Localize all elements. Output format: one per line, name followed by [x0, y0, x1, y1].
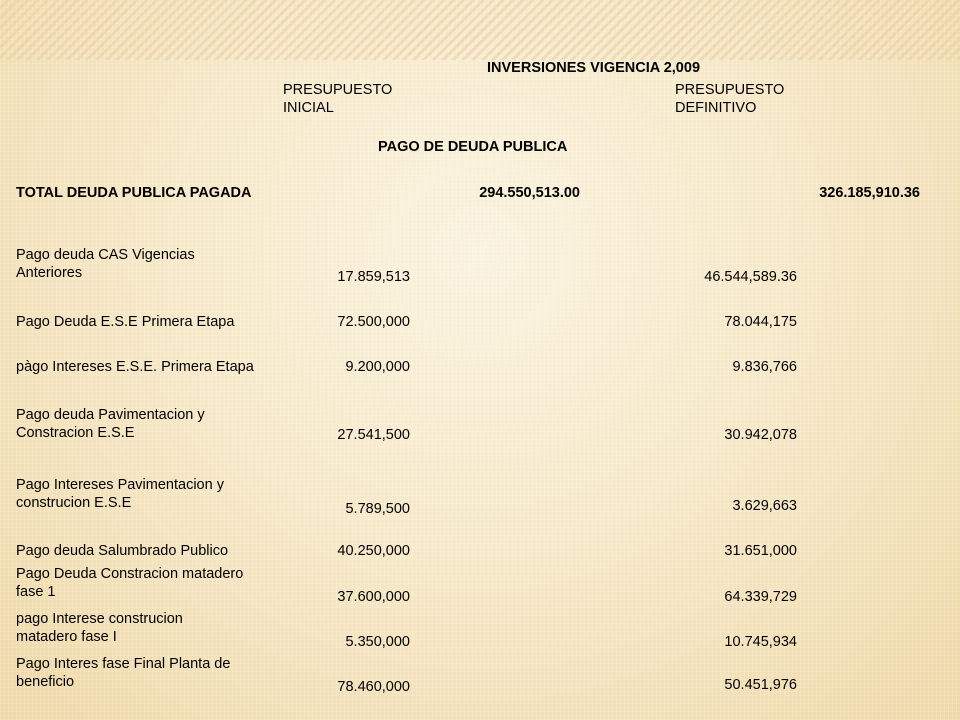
- row-final-value: 10.745,934: [724, 634, 797, 650]
- row-label: [16, 313, 306, 331]
- row-initial-value: 72.500,000: [337, 314, 410, 330]
- row-final-value: 9.836,766: [732, 359, 797, 375]
- row-initial-value: 27.541,500: [337, 427, 410, 443]
- row-final-value: 3.629,663: [732, 498, 797, 514]
- row-label: [16, 542, 306, 560]
- total-initial-value: 294.550,513.00: [479, 185, 580, 201]
- column-header-final: [675, 81, 784, 117]
- row-final-value: 31.651,000: [724, 543, 797, 559]
- row-label-line1: Pago Intereses Pavimentacion y: [16, 477, 224, 493]
- row-label-line1: Pago Deuda Constracion matadero: [16, 566, 244, 582]
- row-label-line1: pàgo Intereses E.S.E. Primera Etapa: [16, 359, 254, 375]
- row-label: [16, 406, 306, 442]
- row-label: [16, 655, 306, 691]
- row-final-value: 78.044,175: [724, 314, 797, 330]
- row-label-line2: fase 1: [16, 584, 56, 600]
- row-label: [16, 246, 306, 282]
- total-label: TOTAL DEUDA PUBLICA PAGADA: [16, 185, 252, 201]
- row-final-value: 50.451,976: [724, 677, 797, 693]
- row-initial-value: 5.350,000: [345, 634, 410, 650]
- row-initial-value: 17.859,513: [337, 269, 410, 285]
- column-header-initial-line1: PRESUPUESTO: [283, 82, 393, 98]
- column-header-initial: [283, 81, 392, 117]
- row-label-line1: Pago deuda Pavimentacion y: [16, 407, 205, 423]
- row-initial-value: 9.200,000: [345, 359, 410, 375]
- row-final-value: 30.942,078: [724, 427, 797, 443]
- row-label: [16, 476, 306, 512]
- column-header-final-line2: DEFINITIVO: [675, 100, 757, 116]
- row-initial-value: 5.789,500: [345, 501, 410, 517]
- row-initial-value: 40.250,000: [337, 543, 410, 559]
- column-header-final-line1: PRESUPUESTO: [675, 82, 785, 98]
- row-label-line1: Pago deuda CAS Vigencias: [16, 247, 195, 263]
- row-label-line2: Constracion E.S.E: [16, 425, 135, 441]
- total-final-value: 326.185,910.36: [819, 185, 920, 201]
- row-label: [16, 358, 306, 376]
- row-label-line1: Pago deuda Salumbrado Publico: [16, 543, 229, 559]
- row-label-line2: beneficio: [16, 674, 75, 690]
- row-final-value: 64.339,729: [724, 589, 797, 605]
- row-label: [16, 610, 306, 646]
- row-initial-value: 37.600,000: [337, 589, 410, 605]
- row-label-line2: matadero fase I: [16, 629, 117, 645]
- row-label-line2: Anteriores: [16, 265, 83, 281]
- page-title: INVERSIONES VIGENCIA 2,009: [487, 60, 701, 76]
- row-label-line1: Pago Deuda E.S.E Primera Etapa: [16, 314, 235, 330]
- row-initial-value: 78.460,000: [337, 679, 410, 695]
- row-label: [16, 565, 306, 601]
- row-label-line2: construcion E.S.E: [16, 495, 132, 511]
- row-final-value: 46.544,589.36: [704, 269, 797, 285]
- section-title: PAGO DE DEUDA PUBLICA: [378, 139, 568, 155]
- decorative-stripes: [0, 0, 960, 60]
- column-header-initial-line2: INICIAL: [283, 100, 334, 116]
- row-label-line1: Pago Interes fase Final Planta de: [16, 656, 231, 672]
- row-label-line1: pago Interese construcion: [16, 611, 183, 627]
